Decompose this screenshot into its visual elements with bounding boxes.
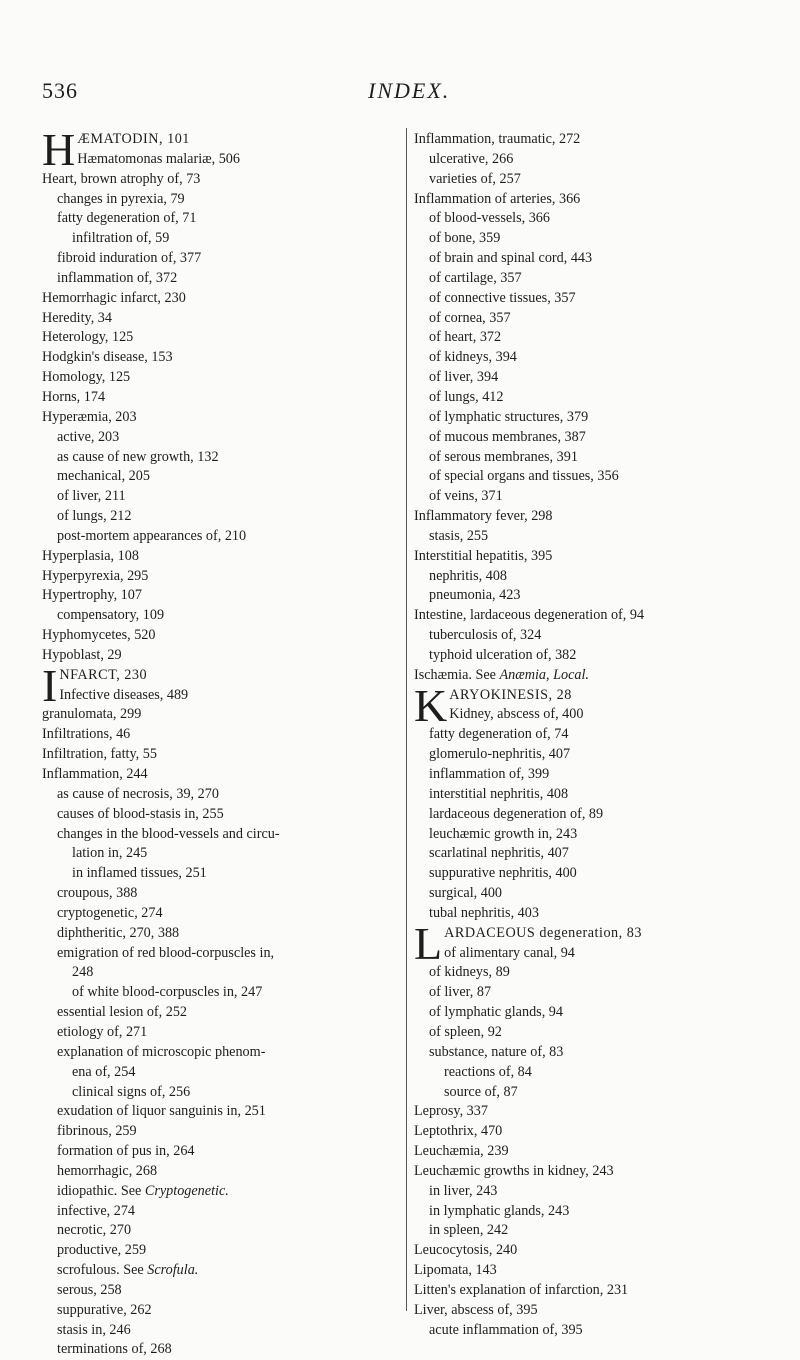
- index-entry: [414, 567, 776, 587]
- index-entry-text: as cause of necrosis, 39, 270: [57, 785, 219, 802]
- index-entry-text: infiltration of, 59: [72, 230, 170, 247]
- index-entry-text: nephritis, 408: [429, 567, 508, 584]
- index-entry: [414, 1182, 776, 1202]
- index-entry-text: Litten's explanation of infarction, 231: [414, 1281, 629, 1298]
- section-heading-subentry: Hæmatomonas malariæ, 506: [77, 150, 240, 167]
- index-entry-text: croupous, 388: [57, 885, 138, 902]
- index-entry: [42, 626, 404, 646]
- index-entry: [414, 289, 776, 309]
- index-entry-text: Inflammatory fever, 298: [414, 508, 553, 525]
- index-entry: [414, 467, 776, 487]
- index-entry-text: Inflammation of arteries, 366: [414, 190, 581, 207]
- index-entry-text: Hyperæmia, 203: [42, 408, 137, 425]
- index-entry: [414, 229, 776, 249]
- index-entry-text: causes of blood-stasis in, 255: [57, 805, 224, 822]
- index-entry: [42, 864, 404, 884]
- index-entry: [414, 805, 776, 825]
- index-entry: [42, 289, 404, 309]
- index-section: [414, 686, 776, 924]
- index-entry: [414, 1083, 776, 1103]
- index-entry: [42, 249, 404, 269]
- index-entry-text: Leuchæmic growths in kidney, 243: [414, 1162, 614, 1179]
- index-entry-text: Homology, 125: [42, 369, 131, 386]
- index-entry-text: scrofulous. See: [57, 1262, 148, 1279]
- index-entry: [42, 765, 404, 785]
- index-entry: [414, 626, 776, 646]
- index-entry-text: suppurative nephritis, 400: [429, 865, 577, 882]
- index-entry-text: in lymphatic glands, 243: [429, 1202, 570, 1219]
- index-entry-text: Inflammation, traumatic, 272: [414, 131, 581, 147]
- index-entry-text: Heterology, 125: [42, 329, 134, 346]
- index-entry: [414, 487, 776, 507]
- drop-cap-initial: I: [42, 665, 58, 706]
- index-entry: [414, 963, 776, 983]
- index-entry-text: stasis, 255: [429, 527, 489, 544]
- index-entry: [42, 805, 404, 825]
- index-entry-text: productive, 259: [57, 1242, 147, 1259]
- index-entry-text: 248: [72, 964, 94, 981]
- index-entry: [414, 1301, 776, 1321]
- index-entry-text: Leprosy, 337: [414, 1103, 488, 1120]
- index-entry-text: Hodgkin's disease, 153: [42, 349, 173, 366]
- index-entry: [42, 1063, 404, 1083]
- running-title: INDEX.: [368, 78, 451, 103]
- index-entry: [42, 1321, 404, 1341]
- index-entry-text: of liver, 211: [57, 488, 126, 505]
- drop-cap-initial: K: [414, 685, 448, 726]
- index-entry: [414, 309, 776, 329]
- index-entry: [414, 170, 776, 190]
- index-entry: [42, 904, 404, 924]
- index-entry-text: fibrinous, 259: [57, 1123, 137, 1140]
- index-entry-text: of mucous membranes, 387: [429, 428, 586, 445]
- cross-reference: Anæmia, Local.: [499, 666, 589, 683]
- index-entry-text: ulcerative, 266: [429, 150, 514, 167]
- index-section: [42, 130, 404, 666]
- index-entry: [42, 785, 404, 805]
- index-entry-text: Lipomata, 143: [414, 1262, 497, 1279]
- index-entry: [42, 924, 404, 944]
- index-entry: [42, 1301, 404, 1321]
- index-entry: [42, 507, 404, 527]
- index-entry-text: explanation of microscopic phenom-: [57, 1043, 266, 1060]
- index-entry-text: source of, 87: [444, 1083, 518, 1100]
- index-entry-text: inflammation of, 399: [429, 766, 550, 782]
- index-entry-text: Infiltrations, 46: [42, 726, 131, 743]
- index-entry: [414, 666, 776, 686]
- index-entry: [414, 904, 776, 924]
- index-entry-text: interstitial nephritis, 408: [429, 785, 569, 802]
- index-entry: [42, 884, 404, 904]
- index-entry-text: of lungs, 412: [429, 388, 504, 405]
- index-entry-text: Hemorrhagic infarct, 230: [42, 289, 186, 306]
- cross-reference: Scrofula.: [147, 1262, 199, 1279]
- index-entry-text: of serous membranes, 391: [429, 448, 578, 465]
- index-entry: [42, 368, 404, 388]
- index-entry: [42, 1142, 404, 1162]
- section-heading-subentry: Kidney, abscess of, 400: [449, 706, 584, 723]
- index-entry: [42, 328, 404, 348]
- section-heading-subentry: of alimentary canal, 94: [444, 944, 575, 961]
- index-entry-text: of kidneys, 89: [429, 964, 510, 981]
- index-entry: [42, 1182, 404, 1202]
- index-entry-text: typhoid ulceration of, 382: [429, 646, 577, 663]
- index-entry: [42, 487, 404, 507]
- index-entry: [414, 825, 776, 845]
- index-entry-text: Leptothrix, 470: [414, 1123, 503, 1140]
- index-entry: [42, 547, 404, 567]
- index-entry: [42, 170, 404, 190]
- index-entry: [414, 348, 776, 368]
- index-entry: [414, 150, 776, 170]
- index-entry-text: Intestine, lardaceous degeneration of, 94: [414, 607, 645, 624]
- index-entry-text: in spleen, 242: [429, 1222, 509, 1239]
- section-heading: [42, 130, 404, 170]
- index-entry-text: essential lesion of, 252: [57, 1004, 188, 1021]
- section-heading: [414, 924, 776, 964]
- index-entry-text: varieties of, 257: [429, 170, 521, 187]
- index-entry-text: infective, 274: [57, 1202, 136, 1219]
- index-entry: [414, 983, 776, 1003]
- index-entry-text: Hyperpyrexia, 295: [42, 567, 149, 584]
- index-entry: [42, 1221, 404, 1241]
- index-entry-text: lation in, 245: [72, 845, 148, 862]
- index-entry: [42, 309, 404, 329]
- index-entry: [42, 725, 404, 745]
- index-entry: [414, 408, 776, 428]
- index-entry-text: Liver, abscess of, 395: [414, 1301, 538, 1318]
- index-entry-text: cryptogenetic, 274: [57, 904, 163, 921]
- index-entry: [414, 190, 776, 210]
- index-entry: [414, 1202, 776, 1222]
- column-divider: [406, 128, 407, 1311]
- index-entry-text: idiopathic. See: [57, 1182, 145, 1199]
- index-entry-text: fibroid induration of, 377: [57, 250, 202, 267]
- index-entry: [42, 1162, 404, 1182]
- index-entry-text: Leucocytosis, 240: [414, 1242, 518, 1259]
- cross-reference: Cryptogenetic.: [144, 1182, 229, 1199]
- index-entry: [414, 328, 776, 348]
- index-entry: [414, 507, 776, 527]
- index-entry-text: Hypertrophy, 107: [42, 587, 142, 604]
- index-entry: [414, 1023, 776, 1043]
- index-entry: [414, 269, 776, 289]
- index-entry-text: of cornea, 357: [429, 309, 511, 326]
- index-entry-text: ena of, 254: [72, 1063, 136, 1080]
- index-entry-text: necrotic, 270: [57, 1222, 132, 1239]
- index-entry: [42, 467, 404, 487]
- index-entry: [42, 527, 404, 547]
- index-entry-text: Leuchæmia, 239: [414, 1143, 509, 1160]
- index-entry: [42, 1241, 404, 1261]
- index-entry-text: hemorrhagic, 268: [57, 1162, 158, 1179]
- index-entry-text: clinical signs of, 256: [72, 1083, 191, 1100]
- index-entry-text: serous, 258: [57, 1281, 122, 1298]
- index-entry: [42, 1023, 404, 1043]
- index-section: [414, 924, 776, 1341]
- index-entry-text: of bone, 359: [429, 230, 501, 247]
- index-entry-text: in liver, 243: [429, 1182, 498, 1199]
- index-entry-text: Infiltration, fatty, 55: [42, 746, 157, 763]
- index-entry-text: of veins, 371: [429, 488, 503, 505]
- index-entry: [414, 1122, 776, 1142]
- index-entry: [42, 1340, 404, 1360]
- index-entry-text: of blood-vessels, 366: [429, 210, 550, 227]
- index-entry-text: Inflammation, 244: [42, 766, 148, 782]
- index-entry: [42, 1202, 404, 1222]
- index-entry-text: of lymphatic glands, 94: [429, 1004, 563, 1021]
- index-entry: [414, 1142, 776, 1162]
- index-entry-text: Heredity, 34: [42, 309, 112, 326]
- index-entry-text: of liver, 87: [429, 984, 492, 1001]
- index-entry-text: acute inflammation of, 395: [429, 1321, 583, 1338]
- index-entry: [42, 1122, 404, 1142]
- index-entry-text: as cause of new growth, 132: [57, 448, 219, 465]
- index-entry: [42, 646, 404, 666]
- index-entry: [414, 547, 776, 567]
- index-entry-text: post-mortem appearances of, 210: [57, 527, 247, 544]
- section-heading-text: NFARCT, 230: [59, 666, 148, 683]
- index-entry: [414, 130, 776, 150]
- index-entry: [414, 1102, 776, 1122]
- index-entry: [42, 963, 404, 983]
- index-entry: [414, 1241, 776, 1261]
- index-entry-text: terminations of, 268: [57, 1341, 172, 1358]
- index-entry: [42, 586, 404, 606]
- index-entry: [414, 844, 776, 864]
- index-entry: [42, 448, 404, 468]
- index-column-left: [42, 130, 404, 1360]
- index-entry-text: in inflamed tissues, 251: [72, 865, 207, 882]
- index-entry: [42, 944, 404, 964]
- index-section: [42, 666, 404, 1360]
- index-entry: [414, 606, 776, 626]
- index-entry-text: Hyperplasia, 108: [42, 547, 139, 564]
- index-entry-text: Hyphomycetes, 520: [42, 627, 156, 644]
- index-entry: [42, 1003, 404, 1023]
- index-entry: [414, 1063, 776, 1083]
- index-entry-text: changes in pyrexia, 79: [57, 190, 185, 207]
- index-entry-text: emigration of red blood-corpuscles in,: [57, 944, 275, 961]
- index-entry-text: of connective tissues, 357: [429, 289, 576, 306]
- index-entry-text: of liver, 394: [429, 369, 499, 386]
- index-entry: [42, 983, 404, 1003]
- index-entry: [42, 190, 404, 210]
- section-heading-text: ARDACEOUS degeneration, 83: [444, 924, 642, 941]
- index-entry-text: exudation of liquor sanguinis in, 251: [57, 1103, 266, 1120]
- index-entry-text: active, 203: [57, 428, 120, 445]
- page-number: 536: [42, 78, 78, 103]
- index-entry: [414, 527, 776, 547]
- index-entry: [414, 1281, 776, 1301]
- index-column-right: [414, 130, 776, 1340]
- index-entry-text: compensatory, 109: [57, 607, 165, 624]
- index-entry-text: of lungs, 212: [57, 508, 132, 525]
- index-entry: [414, 765, 776, 785]
- index-entry-text: surgical, 400: [429, 885, 503, 902]
- index-entry-text: reactions of, 84: [444, 1063, 532, 1080]
- index-entry: [42, 388, 404, 408]
- index-entry-text: glomerulo-nephritis, 407: [429, 746, 571, 763]
- index-entry: [42, 408, 404, 428]
- index-entry: [414, 1043, 776, 1063]
- index-entry: [414, 1003, 776, 1023]
- index-entry-text: mechanical, 205: [57, 468, 150, 485]
- section-heading: [414, 686, 776, 726]
- index-entry: [414, 586, 776, 606]
- index-entry: [42, 348, 404, 368]
- index-entry: [42, 1102, 404, 1122]
- index-entry: [42, 844, 404, 864]
- index-entry-text: changes in the blood-vessels and circu-: [57, 825, 280, 842]
- index-entry: [414, 864, 776, 884]
- index-entry: [42, 1261, 404, 1281]
- index-entry: [42, 1043, 404, 1063]
- index-entry-text: Interstitial hepatitis, 395: [414, 547, 553, 564]
- index-entry-text: granulomata, 299: [42, 706, 142, 723]
- index-entry-text: of kidneys, 394: [429, 349, 517, 366]
- index-entry: [42, 825, 404, 845]
- index-entry: [42, 1083, 404, 1103]
- index-entry-text: stasis in, 246: [57, 1321, 131, 1338]
- index-entry: [414, 448, 776, 468]
- drop-cap-initial: L: [414, 923, 443, 964]
- index-entry: [42, 428, 404, 448]
- index-entry-text: substance, nature of, 83: [429, 1043, 564, 1060]
- index-entry: [42, 209, 404, 229]
- index-entry-text: of heart, 372: [429, 329, 502, 346]
- index-entry-text: of brain and spinal cord, 443: [429, 250, 593, 267]
- section-heading-text: ÆMATODIN, 101: [77, 131, 190, 147]
- index-entry-text: of lymphatic structures, 379: [429, 408, 589, 425]
- index-entry: [414, 745, 776, 765]
- index-entry-text: scarlatinal nephritis, 407: [429, 845, 569, 862]
- index-entry-text: suppurative, 262: [57, 1301, 152, 1318]
- index-entry-text: of spleen, 92: [429, 1023, 502, 1040]
- index-entry: [414, 1321, 776, 1341]
- index-entry-text: tubal nephritis, 403: [429, 904, 539, 921]
- index-entry-text: diphtheritic, 270, 388: [57, 924, 180, 941]
- index-entry: [414, 1162, 776, 1182]
- index-entry: [414, 209, 776, 229]
- index-entry: [42, 606, 404, 626]
- index-entry: [42, 269, 404, 289]
- section-heading-subentry: Infective diseases, 489: [59, 686, 189, 703]
- index-entry-text: Heart, brown atrophy of, 73: [42, 170, 201, 187]
- index-entry-text: fatty degeneration of, 71: [57, 210, 197, 227]
- index-entry-text: formation of pus in, 264: [57, 1143, 195, 1160]
- index-entry-text: lardaceous degeneration of, 89: [429, 805, 604, 822]
- drop-cap-initial: H: [42, 130, 76, 170]
- index-entry: [414, 428, 776, 448]
- index-entry: [414, 884, 776, 904]
- page-header: [0, 78, 800, 108]
- section-heading-text: ARYOKINESIS, 28: [449, 686, 572, 703]
- index-section: [414, 130, 776, 686]
- index-entry: [42, 745, 404, 765]
- index-entry: [414, 646, 776, 666]
- index-entry: [414, 249, 776, 269]
- index-entry-text: Hypoblast, 29: [42, 646, 122, 663]
- index-entry: [414, 785, 776, 805]
- index-entry: [42, 1281, 404, 1301]
- index-entry: [414, 725, 776, 745]
- index-entry-text: Horns, 174: [42, 388, 106, 405]
- section-heading: [42, 666, 404, 706]
- index-entry-text: of special organs and tissues, 356: [429, 468, 619, 485]
- index-entry: [414, 368, 776, 388]
- index-entry: [42, 567, 404, 587]
- index-entry: [414, 1261, 776, 1281]
- index-entry: [42, 229, 404, 249]
- index-entry-text: fatty degeneration of, 74: [429, 726, 569, 743]
- index-entry-text: pneumonia, 423: [429, 587, 521, 604]
- index-entry-text: leuchæmic growth in, 243: [429, 825, 578, 842]
- index-entry-text: etiology of, 271: [57, 1023, 148, 1040]
- index-entry: [42, 705, 404, 725]
- index-entry-text: of cartilage, 357: [429, 269, 522, 286]
- index-entry-text: tuberculosis of, 324: [429, 627, 542, 644]
- index-entry-text: of white blood-corpuscles in, 247: [72, 984, 263, 1001]
- index-entry-text: Ischæmia. See: [414, 666, 500, 683]
- index-entry: [414, 388, 776, 408]
- index-entry-text: inflammation of, 372: [57, 269, 178, 286]
- index-entry: [414, 1221, 776, 1241]
